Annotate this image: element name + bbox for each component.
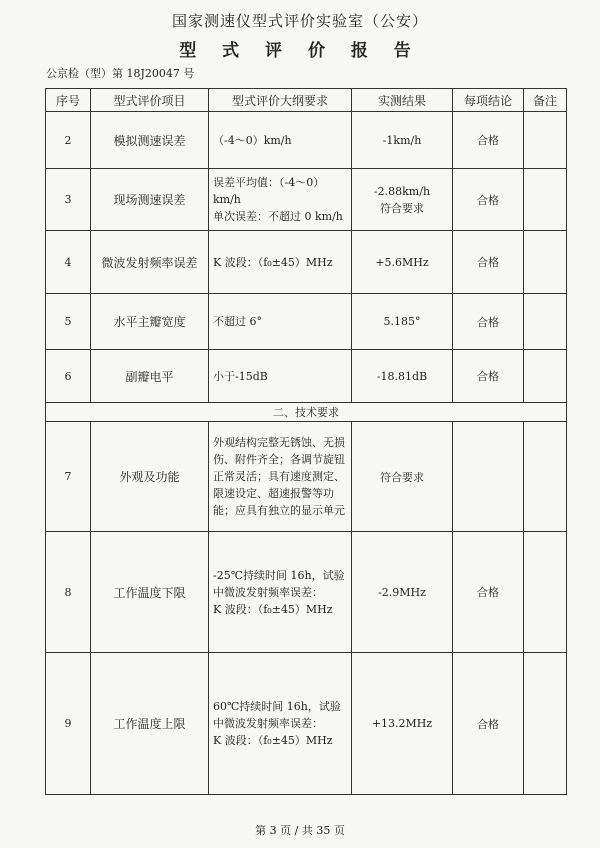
- measured-result: +13.2MHz: [352, 653, 453, 795]
- requirement: （-4～0）km/h: [209, 112, 352, 169]
- conclusion: 合格: [453, 532, 524, 653]
- row-number: 6: [46, 350, 91, 403]
- measured-result: -2.9MHz: [352, 532, 453, 653]
- conclusion: 合格: [453, 231, 524, 294]
- column-header: 备注: [524, 89, 567, 112]
- measured-result: -2.88km/h 符合要求: [352, 169, 453, 231]
- remark: [524, 169, 567, 231]
- measured-result: -1km/h: [352, 112, 453, 169]
- table-row: [46, 112, 567, 169]
- item-name: 副瓣电平: [91, 350, 209, 403]
- item-name: 水平主瓣宽度: [91, 294, 209, 350]
- row-number: 4: [46, 231, 91, 294]
- column-header: 实测结果: [352, 89, 453, 112]
- remark: [524, 294, 567, 350]
- item-name: 微波发射频率误差: [91, 231, 209, 294]
- conclusion: 合格: [453, 112, 524, 169]
- requirement: -25℃持续时间 16h，试验中微波发射频率误差： K 波段：（f₀±45）MHz: [209, 532, 352, 653]
- table-header-row: [46, 89, 567, 112]
- lab-name: 国家测速仪型式评价实验室（公安）: [171, 12, 428, 30]
- section-row: [46, 403, 567, 422]
- requirement: 外观结构完整无锈蚀、无损伤、附件齐全；各调节旋钮正常灵活；具有速度测定、限速设定、超速报警等功能；应具有独立的显示单元: [209, 422, 352, 532]
- table-row: [46, 231, 567, 294]
- table-row: [46, 169, 567, 231]
- row-number: 7: [46, 422, 91, 532]
- table-row: [46, 422, 567, 532]
- conclusion: 合格: [453, 653, 524, 795]
- row-number: 9: [46, 653, 91, 795]
- item-name: 模拟测速误差: [91, 112, 209, 169]
- item-name: 工作温度下限: [91, 532, 209, 653]
- evaluation-table: [45, 88, 567, 795]
- document-number: 公京检（型）第 18J20047 号: [46, 67, 195, 80]
- item-name: 工作温度上限: [91, 653, 209, 795]
- report-title: 型 式 评 价 报 告: [179, 41, 421, 61]
- conclusion: 合格: [453, 350, 524, 403]
- item-name: 外观及功能: [91, 422, 209, 532]
- requirement: K 波段：（f₀±45）MHz: [209, 231, 352, 294]
- page-footer: 第 3 页 / 共 35 页: [255, 824, 345, 837]
- requirement: 误差平均值：（-4～0）km/h 单次误差：不超过 0 km/h: [209, 169, 352, 231]
- requirement: 不超过 6°: [209, 294, 352, 350]
- conclusion: 合格: [453, 294, 524, 350]
- conclusion: [453, 422, 524, 532]
- row-number: 3: [46, 169, 91, 231]
- table-row: [46, 653, 567, 795]
- row-number: 8: [46, 532, 91, 653]
- remark: [524, 422, 567, 532]
- row-number: 2: [46, 112, 91, 169]
- remark: [524, 653, 567, 795]
- remark: [524, 231, 567, 294]
- remark: [524, 350, 567, 403]
- column-header: 型式评价项目: [91, 89, 209, 112]
- table-row: [46, 350, 567, 403]
- remark: [524, 112, 567, 169]
- item-name: 现场测速误差: [91, 169, 209, 231]
- row-number: 5: [46, 294, 91, 350]
- measured-result: +5.6MHz: [352, 231, 453, 294]
- measured-result: 5.185°: [352, 294, 453, 350]
- remark: [524, 532, 567, 653]
- measured-result: -18.81dB: [352, 350, 453, 403]
- conclusion: 合格: [453, 169, 524, 231]
- table-row: [46, 532, 567, 653]
- table-row: [46, 294, 567, 350]
- column-header: 每项结论: [453, 89, 524, 112]
- column-header: 序号: [46, 89, 91, 112]
- measured-result: 符合要求: [352, 422, 453, 532]
- requirement: 60℃持续时间 16h，试验中微波发射频率误差： K 波段：（f₀±45）MHz: [209, 653, 352, 795]
- section-title: 二、技术要求: [46, 403, 567, 422]
- column-header: 型式评价大纲要求: [209, 89, 352, 112]
- requirement: 小于-15dB: [209, 350, 352, 403]
